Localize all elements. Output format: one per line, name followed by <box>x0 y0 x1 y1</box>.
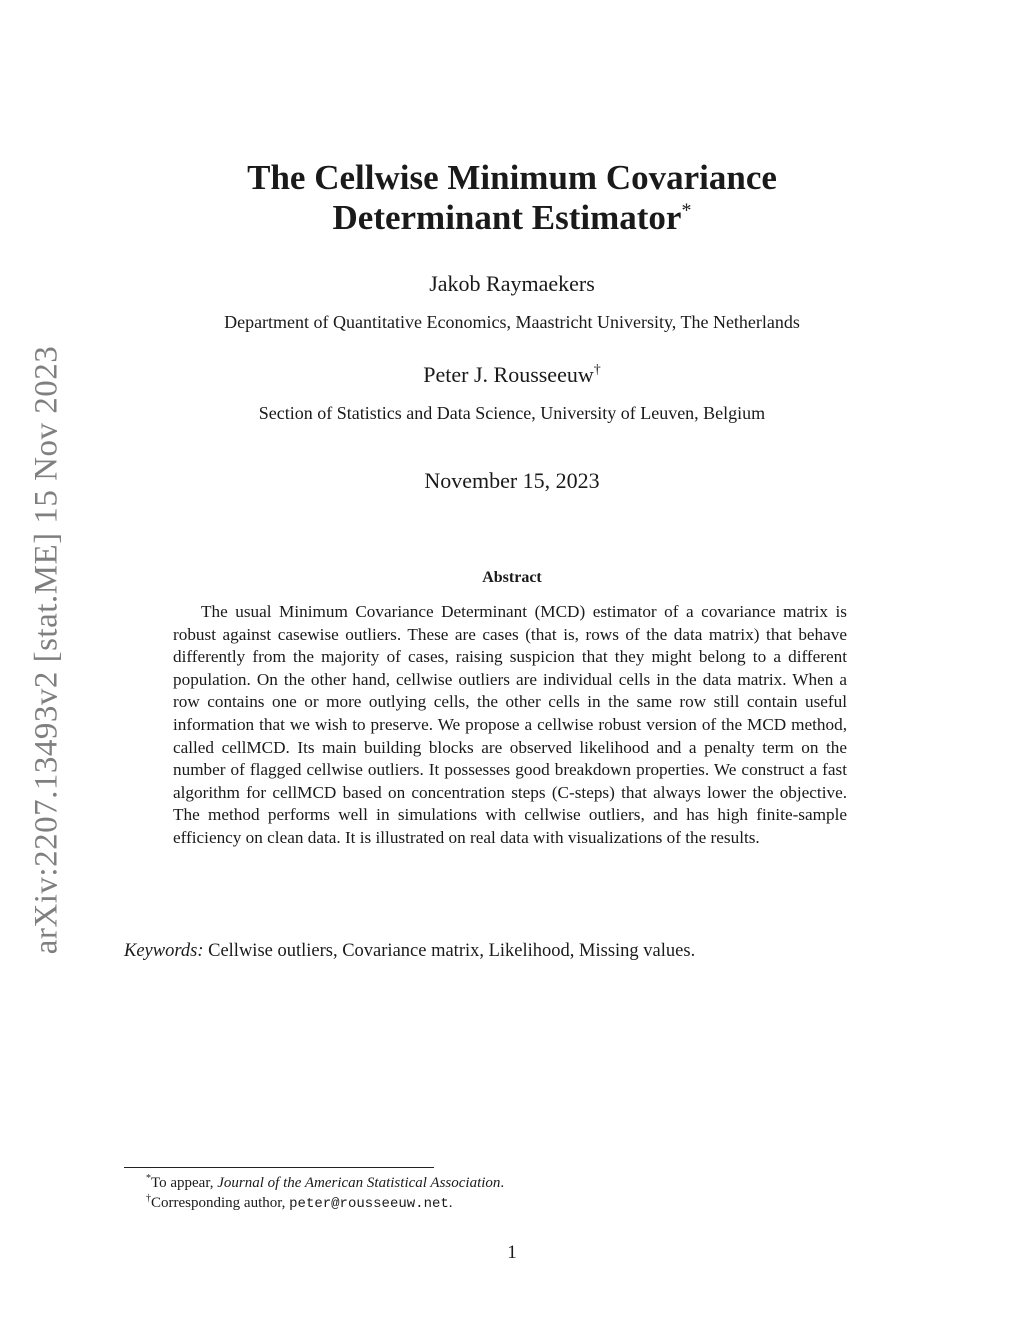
author-block <box>0 362 1024 424</box>
footnote-journal: Journal of the American Statistical Association <box>217 1175 501 1191</box>
author-affiliation: Department of Quantitative Economics, Maastricht University, The Netherlands <box>224 312 800 332</box>
footnote-prefix: To appear, <box>151 1175 218 1191</box>
author-affiliation: Section of Statistics and Data Science, University of Leuven, Belgium <box>258 403 766 423</box>
footnote-prefix: Corresponding author, <box>151 1195 290 1211</box>
footnote-marker: * <box>146 1173 151 1184</box>
title-line-2-text: Determinant Estimator <box>332 198 682 237</box>
keywords <box>124 939 904 963</box>
footnote-divider <box>124 1167 434 1168</box>
title-line-2 <box>0 198 1024 238</box>
keywords-text: Cellwise outliers, Covariance matrix, Likelihood, Missing values. <box>208 941 696 961</box>
corresponding-email: peter@rousseeuw.net <box>289 1196 449 1212</box>
author-name-text: Peter J. Rousseeuw <box>423 362 594 387</box>
abstract-heading: Abstract <box>482 569 542 586</box>
keywords-label: Keywords: <box>124 941 204 961</box>
footnote-suffix: . <box>448 1195 453 1211</box>
author-name-text: Jakob Raymaekers <box>429 271 595 296</box>
publication-date: November 15, 2023 <box>424 468 600 493</box>
footnote <box>146 1174 504 1193</box>
title-line-1: The Cellwise Minimum Covariance <box>247 158 777 197</box>
title-footnote-marker: * <box>681 199 692 222</box>
abstract-text: The usual Minimum Covariance Determinant (MCD) estimator of a covariance matrix is robust against casewise outliers. These are cases (that is, rows of the data matrix) that behave differently from the majority of cases, raising suspicion that they might belong to a different population. On the other hand, cellwise outliers are individual cells in the data matrix. When a row contains one or more outlying cells, the other cells in the same row still contain useful information that we wish to preserve. We propose a cellwise robust version of the MCD method, called cellMCD. Its main building blocks are observed likelihood and a penalty term on the number of flagged cellwise outliers. It possesses good breakdown properties. We construct a fast algorithm for cellMCD based on concentration steps (C-steps) that always lower the objective. The method performs well in simulations with cellwise outliers, and has high finite-sample efficiency on clean data. It is illustrated on real data with visualizations of the results. <box>173 602 847 847</box>
page-number: 1 <box>507 1242 517 1263</box>
author-name <box>0 271 1024 297</box>
footnote-suffix: . <box>500 1175 505 1191</box>
footnote <box>146 1194 453 1214</box>
author-block <box>0 271 1024 333</box>
author-footnote-marker: † <box>593 362 601 378</box>
arxiv-identifier: arXiv:2207.13493v2 [stat.ME] 15 Nov 2023 <box>28 345 65 955</box>
author-name <box>0 362 1024 388</box>
footnote-marker: † <box>146 1193 151 1204</box>
paper-title <box>0 158 1024 238</box>
